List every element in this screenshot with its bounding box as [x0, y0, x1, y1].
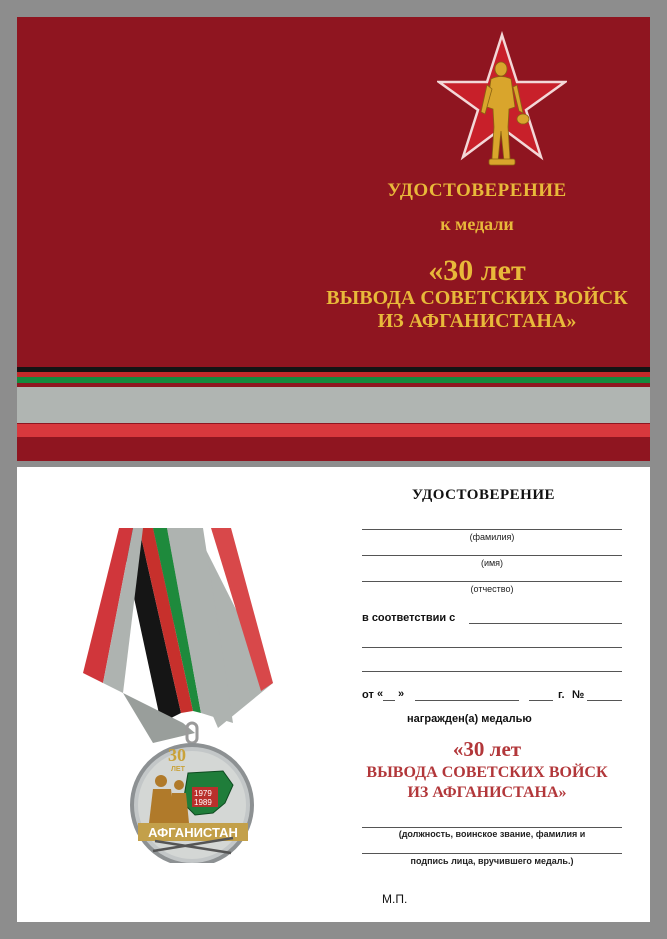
extra-line-1[interactable] [362, 647, 622, 648]
in-accordance-label: в соответствии с [362, 612, 456, 624]
date-from-label: от [362, 689, 374, 701]
awarded-label: награжден(а) медалью [407, 713, 532, 725]
certificate-cover [17, 17, 650, 461]
cover-headline: «30 лет [428, 254, 526, 287]
name-line[interactable] [362, 555, 622, 556]
signature-line-2[interactable] [362, 853, 622, 854]
in-accordance-line[interactable] [469, 623, 622, 624]
number-line[interactable] [587, 700, 622, 701]
inner-medal-line-2: ИЗ АФГАНИСТАНА» [407, 784, 567, 801]
surname-line[interactable] [362, 529, 622, 530]
medal-years-2: 1989 [194, 798, 212, 807]
red-star-with-soldier-icon [437, 27, 567, 177]
cover-title: УДОСТОВЕРЕНИЕ [387, 180, 567, 201]
inner-medal-line-1: ВЫВОДА СОВЕТСКИХ ВОЙСК [366, 764, 608, 781]
signature-caption-2: подпись лица, вручившего медаль.) [410, 856, 574, 866]
medal-afghanistan-icon [83, 523, 283, 863]
extra-line-2[interactable] [362, 671, 622, 672]
medal-top-sub: ЛЕТ [171, 766, 185, 773]
stripe-grey [17, 387, 650, 423]
cover-line-1: ВЫВОДА СОВЕТСКИХ ВОЙСК [326, 287, 628, 309]
surname-caption: (фамилия) [469, 532, 515, 542]
inner-title: УДОСТОВЕРЕНИЕ [412, 487, 555, 503]
stamp-place: М.П. [382, 892, 408, 906]
year-label: г. [558, 689, 565, 701]
number-label: № [572, 689, 585, 701]
signature-line-1[interactable] [362, 827, 622, 828]
cover-line-2: ИЗ АФГАНИСТАНА» [377, 310, 577, 332]
medal-years-1: 1979 [194, 789, 212, 798]
certificate-inner [17, 467, 650, 922]
patronymic-caption: (отчество) [470, 584, 514, 594]
medal-banner: АФГАНИСТАН [148, 825, 238, 840]
date-close-quote: » [398, 688, 405, 700]
stripe-green [17, 377, 650, 383]
year-line[interactable] [529, 700, 553, 701]
stripe-bright-red [17, 424, 650, 437]
name-caption: (имя) [480, 558, 504, 568]
day-line[interactable] [383, 700, 395, 701]
cover-subtitle: к медали [440, 214, 514, 234]
month-line[interactable] [415, 700, 519, 701]
medal-top-text: 30 [168, 745, 186, 765]
patronymic-line[interactable] [362, 581, 622, 582]
inner-medal-headline: «30 лет [452, 737, 522, 761]
signature-caption-1: (должность, воинское звание, фамилия и [398, 829, 586, 839]
date-open-quote: « [377, 688, 384, 700]
